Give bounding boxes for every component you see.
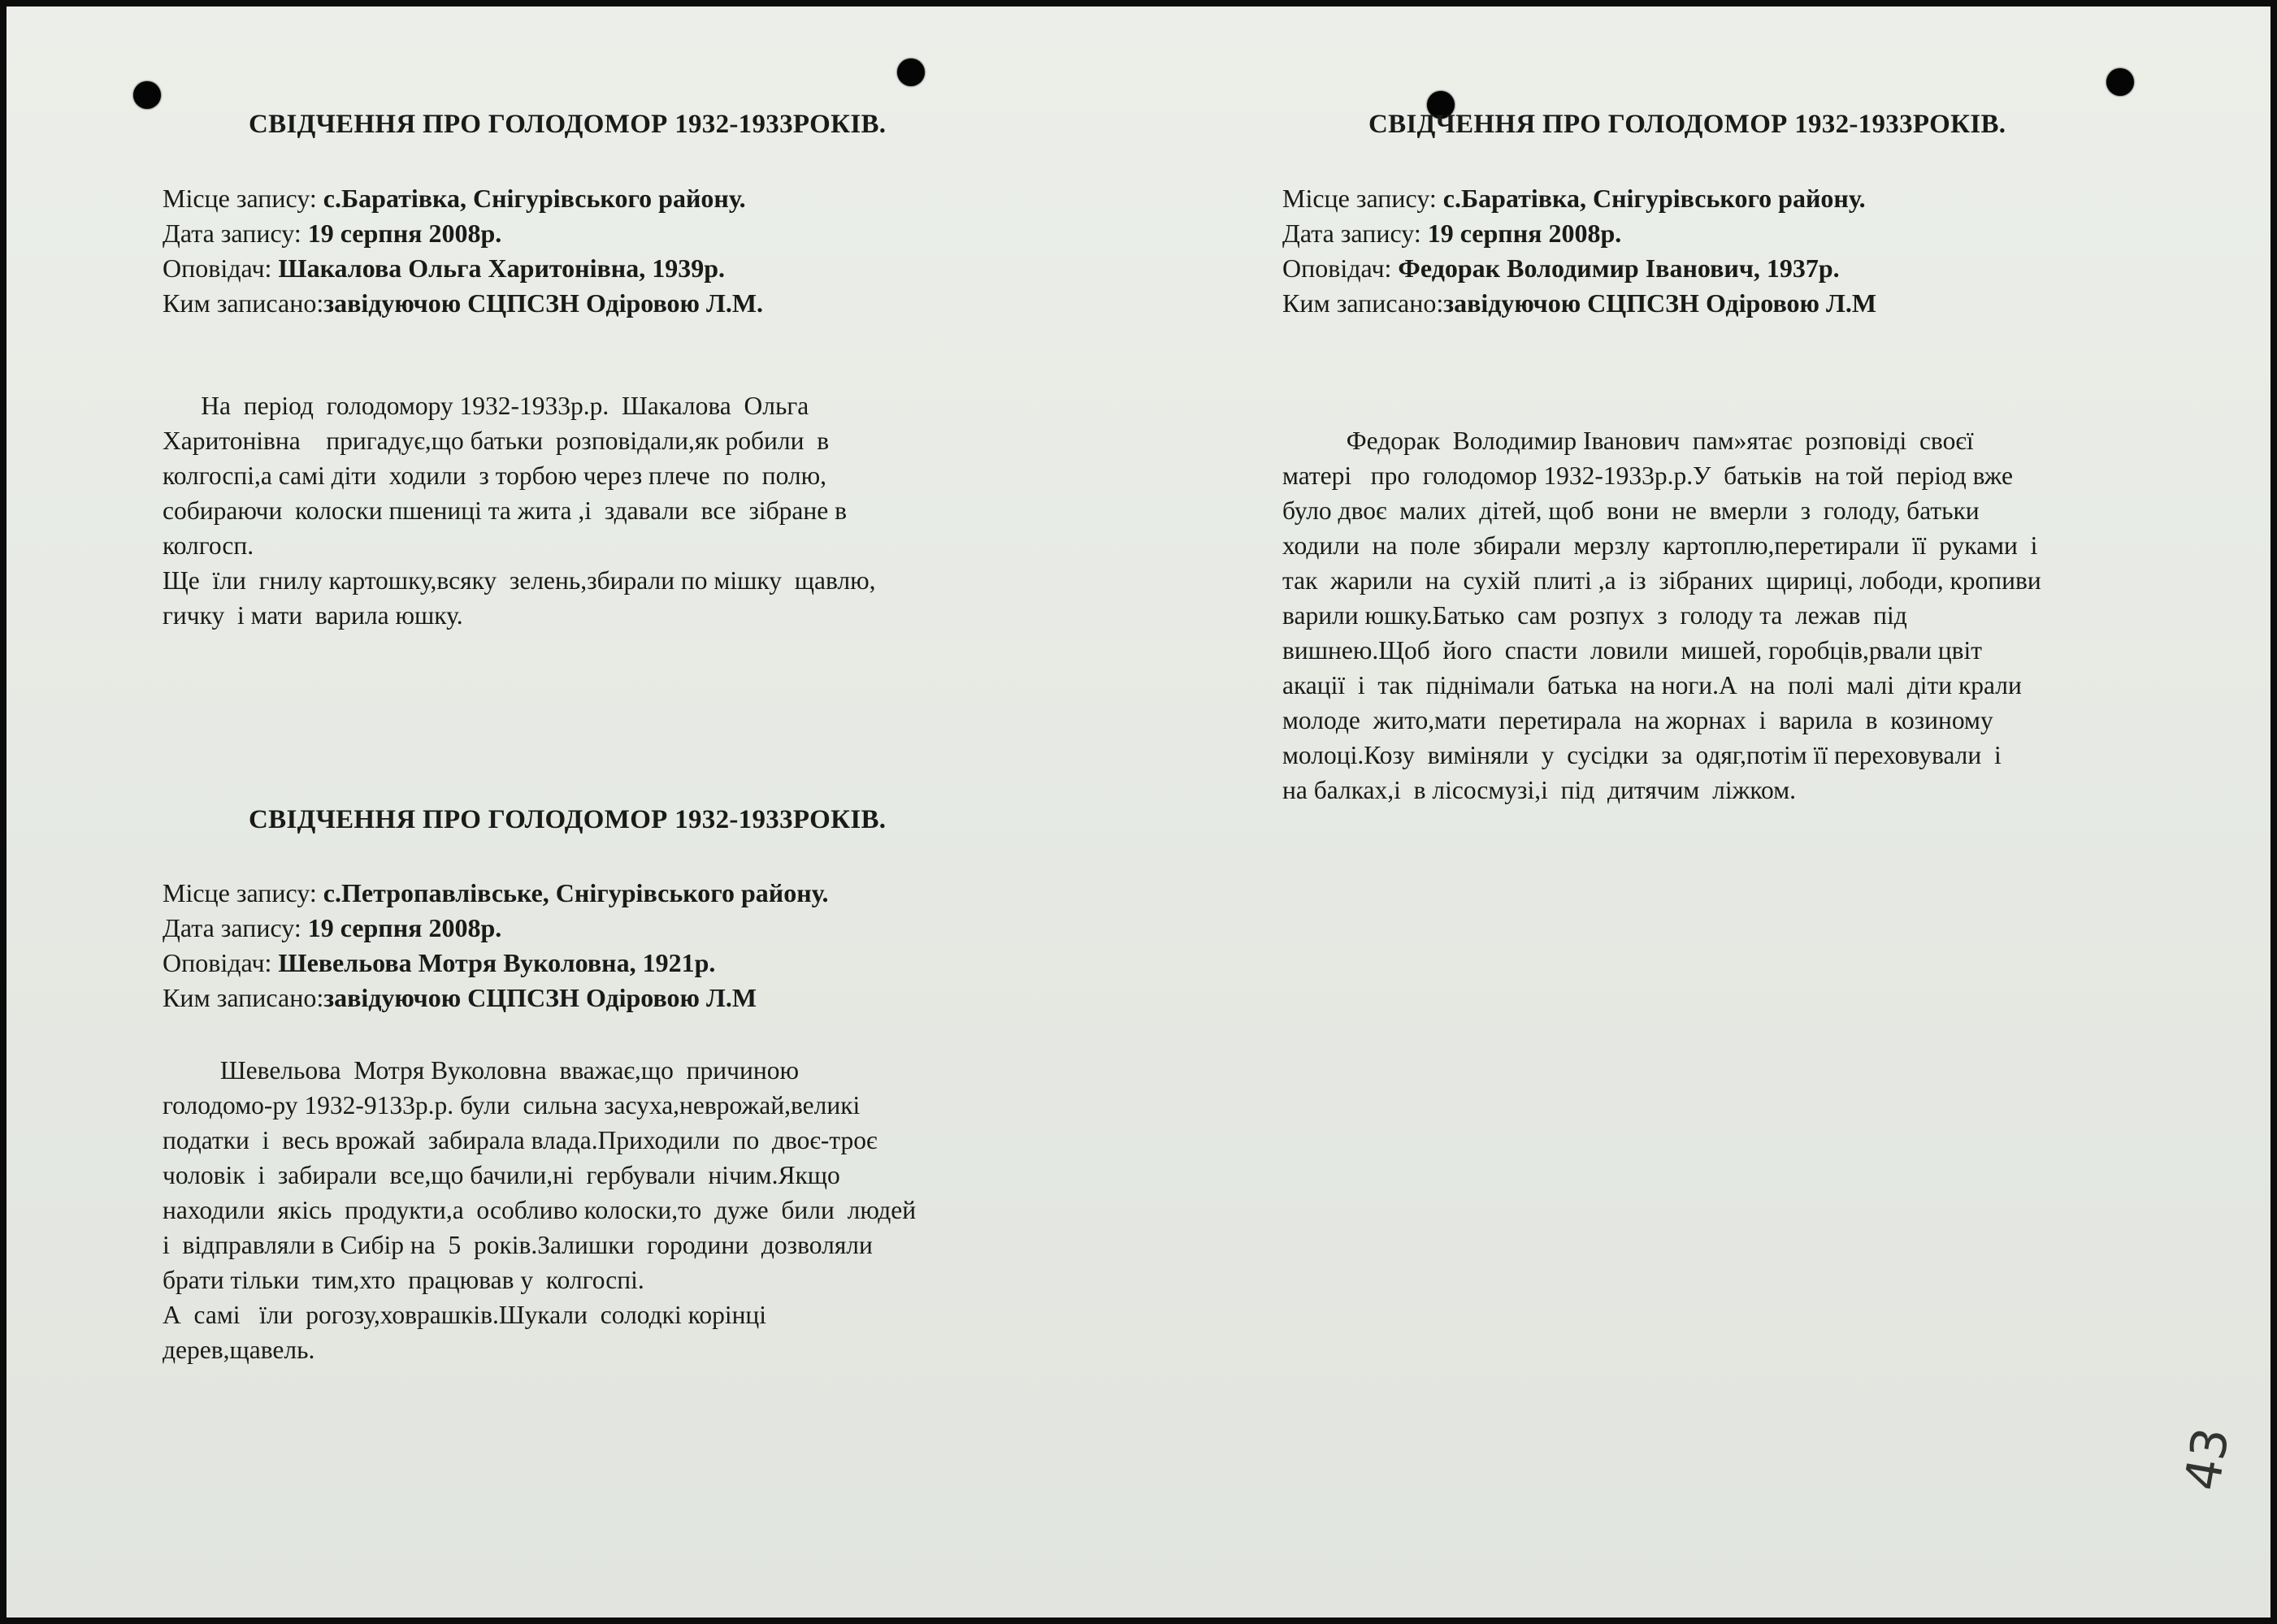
punch-hole xyxy=(2106,68,2134,96)
recorder-line xyxy=(163,981,828,1016)
place-value: с.Баратівка, Снігурівського району. xyxy=(1442,184,1866,213)
narrator-label: Оповідач: xyxy=(163,948,279,977)
recorder-label: Ким записано: xyxy=(163,288,324,318)
punch-hole xyxy=(133,81,161,109)
narrator-line xyxy=(163,946,828,981)
recorder-label: Ким записано: xyxy=(163,983,324,1012)
record-title: СВІДЧЕННЯ ПРО ГОЛОДОМОР 1932-1933РОКІВ. xyxy=(1368,110,2006,139)
recorder-line xyxy=(1282,286,1876,321)
place-value: с.Петропавлівське, Снігурівського району. xyxy=(323,878,829,907)
narrator-line xyxy=(163,251,763,286)
recorder-line xyxy=(163,286,763,321)
punch-hole xyxy=(897,58,925,86)
document-page xyxy=(7,6,2270,1618)
date-value: 19 серпня 2008р. xyxy=(1427,219,1622,248)
recorder-label: Ким записано: xyxy=(1282,288,1444,318)
date-label: Дата запису: xyxy=(163,219,308,248)
date-label: Дата запису: xyxy=(1282,219,1428,248)
recorder-value: завідуючою СЦПСЗН Одіровою Л.М xyxy=(1443,288,1877,318)
record-body: На період голодомору 1932-1933р.р. Шакалова Ольга Харитонівна пригадує,що батьки розповідали,як робили в колгоспі,а самі діти ходили з торбою через плече по полю, собираючи колоски пшениці та жита ,і здавали все зібране в колгосп. Ще їли гнилу картошку,всяку зелень,збирали по мішку щавлю, гичку і мати варила юшку. xyxy=(163,392,876,630)
narrator-value: Федорак Володимир Іванович, 1937р. xyxy=(1398,253,1840,283)
place-line xyxy=(1282,181,1876,216)
date-line xyxy=(163,911,828,946)
date-line xyxy=(163,216,763,251)
record-body: Федорак Володимир Іванович пам»ятає розповіді своєї матері про голодомор 1932-1933р.р.У батьків на той період вже було двоє малих дітей, щоб вони не вмерли з голоду, батьки ходили на поле збирали мерзлу картоплю,перетирали її руками і так жарили на сухій плиті ,а із зібраних щириці, лободи, кропиви варили юшку.Батько сам розпух з голоду та лежав під вишнею.Щоб його спасти ловили мишей, горобців,рвали цвіт акації і так піднімали батька на ноги.А на полі малі діти крали молоде жито,мати перетирала на жорнах і варила в козиному молоці.Козу виміняли у сусідки за одяг,потім її переховували і на балках,і в лісосмузі,і під дитячим ліжком. xyxy=(1282,427,2041,804)
narrator-value: Шакалова Ольга Харитонівна, 1939р. xyxy=(278,253,726,283)
date-line xyxy=(1282,216,1876,251)
page-number: 43 xyxy=(2173,1423,2240,1495)
place-label: Місце запису: xyxy=(1282,184,1443,213)
date-label: Дата запису: xyxy=(163,913,308,942)
recorder-value: завідуючою СЦПСЗН Одіровою Л.М. xyxy=(323,288,764,318)
place-label: Місце запису: xyxy=(163,878,323,907)
narrator-line xyxy=(1282,251,1876,286)
record-meta xyxy=(163,181,763,321)
record-meta xyxy=(1282,181,1876,321)
place-label: Місце запису: xyxy=(163,184,323,213)
record-title: СВІДЧЕННЯ ПРО ГОЛОДОМОР 1932-1933РОКІВ. xyxy=(249,805,887,834)
place-line xyxy=(163,876,828,911)
date-value: 19 серпня 2008р. xyxy=(307,913,502,942)
record-meta xyxy=(163,876,828,1016)
record-body: Шевельова Мотря Вуколовна вважає,що причиною голодомо-ру 1932-9133р.р. були сильна засуха,неврожай,великі податки і весь врожай забирала влада.Приходили по двоє-троє чоловік і забирали все,що бачили,ні гербували нічим.Якщо находили якісь продукти,а особливо колоски,то дуже били людей і відправляли в Сибір на 5 років.Залишки городини дозволяли брати тільки тим,хто працював у колгоспі. А самі їли рогозу,ховрашків.Шукали солодкі корінці дерев,щавель. xyxy=(163,1056,917,1364)
record-title: СВІДЧЕННЯ ПРО ГОЛОДОМОР 1932-1933РОКІВ. xyxy=(249,110,887,139)
place-value: с.Баратівка, Снігурівського району. xyxy=(323,184,746,213)
narrator-value: Шевельова Мотря Вуколовна, 1921р. xyxy=(278,948,716,977)
recorder-value: завідуючою СЦПСЗН Одіровою Л.М xyxy=(323,983,757,1012)
date-value: 19 серпня 2008р. xyxy=(307,219,502,248)
place-line xyxy=(163,181,763,216)
narrator-label: Оповідач: xyxy=(163,253,279,283)
narrator-label: Оповідач: xyxy=(1282,253,1399,283)
